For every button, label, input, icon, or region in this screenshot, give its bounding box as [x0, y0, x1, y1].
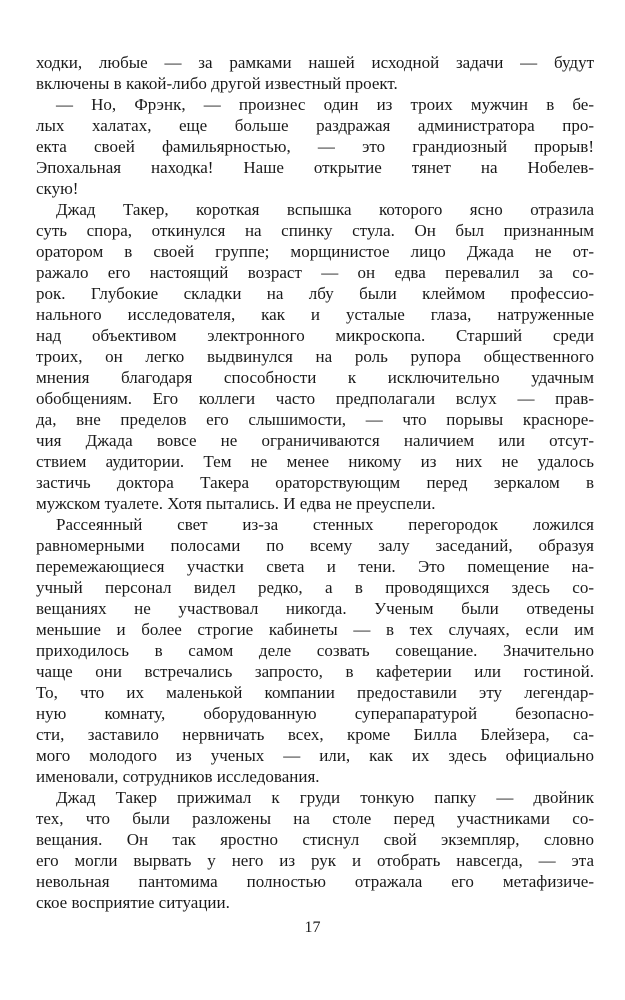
text-line: включены в какой-либо другой известный проект. [36, 74, 398, 93]
text-line: ское восприятие ситуации. [36, 893, 230, 912]
text-line: да, вне пределов его слышимости, — что порывы красноре- [36, 410, 594, 429]
text-line: Эпохальная находка! Наше открытие тянет на Нобелев- [36, 158, 594, 177]
text-line: чаще они встречались запросто, в кафетерии или гостиной. [36, 662, 594, 681]
text-line: екта своей фамильярностью, — это грандиозный прорыв! [36, 137, 594, 156]
text-line: Джад Такер, короткая вспышка которого ясно отразила [56, 200, 594, 219]
text-line: застичь доктора Такера ораторствующим перед зеркалом в [36, 473, 594, 492]
text-line: ствием аудитории. Тем не менее никому из них не удалось [36, 452, 594, 471]
text-line: вещаниях не участвовал никогда. Ученым были отведены [36, 599, 594, 618]
text-line: мужском туалете. Хотя пытались. И едва не преуспели. [36, 494, 436, 513]
text-line: вещания. Он так яростно стиснул свой экземпляр, словно [36, 830, 594, 849]
page-body [36, 52, 594, 913]
text-line: ходки, любые — за рамками нашей исходной задачи — будут [36, 53, 594, 72]
text-line: учный персонал видел редко, а в проводящихся здесь со- [36, 578, 594, 597]
text-line: перемежающиеся участки света и тени. Это помещение на- [36, 557, 594, 576]
text-line: обобщениям. Его коллеги часто предполагали вслух — прав- [36, 389, 594, 408]
page-number: 17 [304, 919, 321, 936]
text-line: лых халатах, еще больше раздражая администратора про- [36, 116, 594, 135]
text-line: скую! [36, 179, 79, 198]
text-line: невольная пантомима полностью отражала его метафизиче- [36, 872, 594, 891]
text-line: Рассеянный свет из-за стенных перегородок ложился [56, 515, 594, 534]
text-line: чия Джада вовсе не ограничиваются наличием или отсут- [36, 431, 594, 450]
text-line: меньшие и более строгие кабинеты — в тех случаях, если им [36, 620, 594, 639]
text-line: оратором в своей группе; морщинистое лицо Джада не от- [36, 242, 594, 261]
text-line: сти, заставило нервничать всех, кроме Билла Блейзера, са- [36, 725, 594, 744]
text-line: ную комнату, оборудованную суперапаратурой безопасно- [36, 704, 594, 723]
text-line: именовали, сотрудников исследования. [36, 767, 320, 786]
text-line: мого молодого из ученых — или, как их здесь официально [36, 746, 594, 765]
text-line: — Но, Фрэнк, — произнес один из троих мужчин в бе- [56, 95, 594, 114]
text-line: его могли вырвать у него из рук и отобрать навсегда, — эта [36, 851, 594, 870]
text-line: То, что их маленькой компании предоставили эту легендар- [36, 683, 594, 702]
text-line: нального исследователя, как и усталые глаза, натруженные [36, 305, 594, 324]
text-line: троих, он легко выдвинулся на роль рупора общественного [36, 347, 594, 366]
text-line: мнения благодаря способности к исключительно удачным [36, 368, 594, 387]
text-line: суть спора, откинулся на спинку стула. Он был признанным [36, 221, 594, 240]
text-line: над объективом электронного микроскопа. Старший среди [36, 326, 594, 345]
text-line: рок. Глубокие складки на лбу были клеймом профессио- [36, 284, 594, 303]
text-line: Джад Такер прижимал к груди тонкую папку — двойник [56, 788, 594, 807]
text-line: тех, что были разложены на столе перед участниками со- [36, 809, 594, 828]
text-line: ражало его настоящий возраст — он едва перевалил за со- [36, 263, 594, 282]
text-line: приходилось в самом деле созвать совещание. Значительно [36, 641, 594, 660]
text-line: равномерными полосами по всему залу заседаний, образуя [36, 536, 594, 555]
